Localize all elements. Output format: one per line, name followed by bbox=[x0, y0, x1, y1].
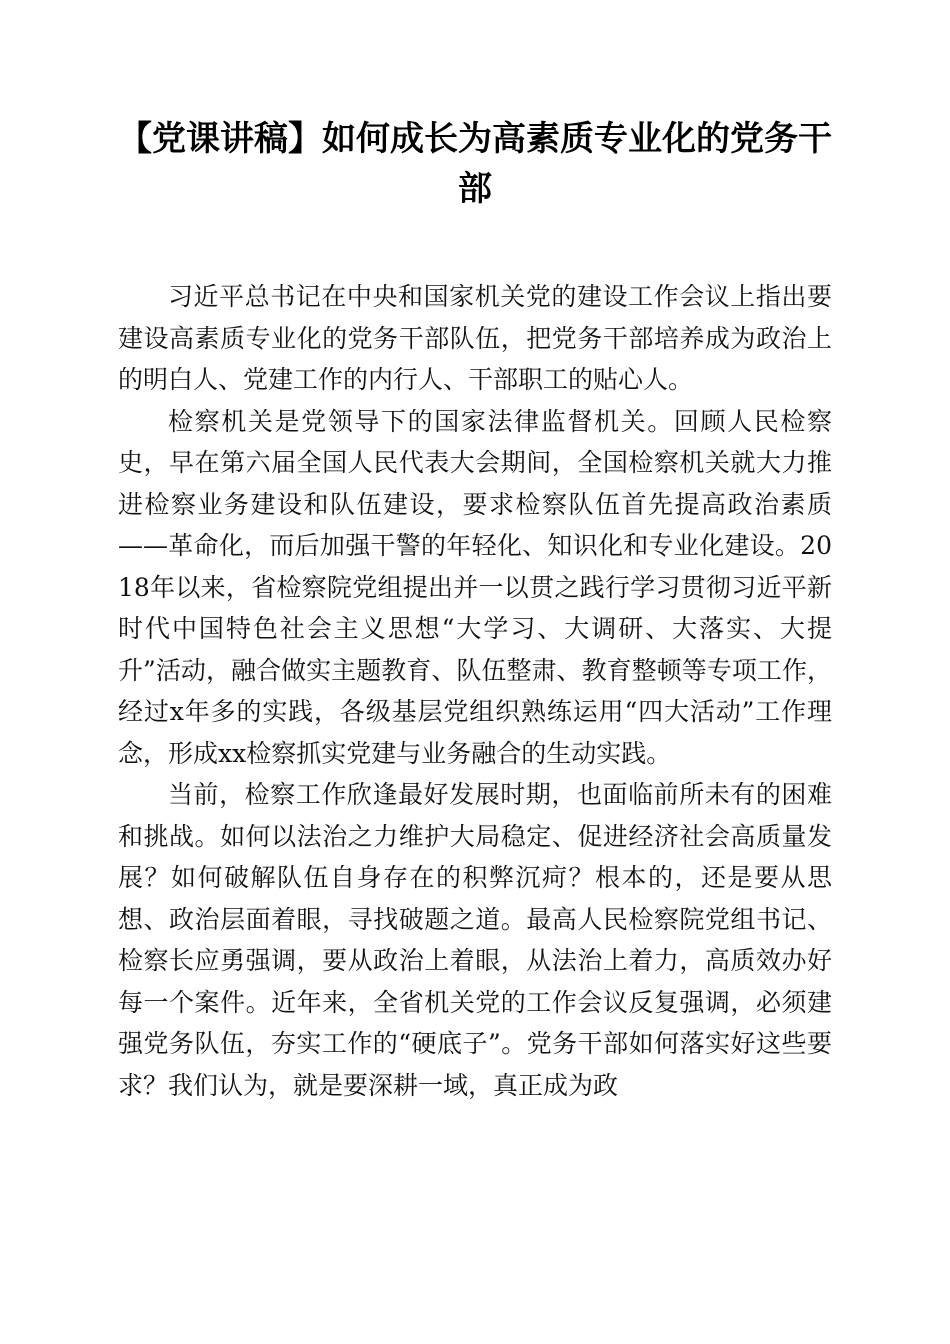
document-title: 【党课讲稿】如何成长为高素质专业化的党务干部 bbox=[118, 119, 832, 209]
paragraph: 当前，检察工作欣逢最好发展时期，也面临前所未有的困难和挑战。如何以法治之力维护大局稳定、促进经济社会高质量发展？如何破解队伍自身存在的积弊沉疴？根本的，还是要从思想、政治层面着眼，寻找破题之道。最高人民检察院党组书记、检察长应勇强调，要从政治上着眼，从法治上着力，高质效办好每一个案件。近年来，全省机关党的工作会议反复强调，必须建强党务队伍，夯实工作的“硬底子”。党务干部如何落实好这些要求？我们认为，就是要深耕一域，真正成为政 bbox=[118, 780, 832, 1100]
document-body bbox=[118, 276, 832, 1106]
paragraph: 检察机关是党领导下的国家法律监督机关。回顾人民检察史，早在第六届全国人民代表大会期间，全国检察机关就大力推进检察业务建设和队伍建设，要求检察队伍首先提高政治素质——革命化，而后加强干警的年轻化、知识化和专业化建设。2018年以来，省检察院党组提出并一以贯之践行学习贯彻习近平新时代中国特色社会主义思想“大学习、大调研、大落实、大提升”活动，融合做实主题教育、队伍整肃、教育整顿等专项工作，经过x年多的实践，各级基层党组织熟练运用“四大活动”工作理念，形成xx检察抓实党建与业务融合的生动实践。 bbox=[118, 406, 832, 768]
paragraph: 习近平总书记在中央和国家机关党的建设工作会议上指出要建设高素质专业化的党务干部队伍，把党务干部培养成为政治上的明白人、党建工作的内行人、干部职工的贴心人。 bbox=[118, 282, 832, 394]
